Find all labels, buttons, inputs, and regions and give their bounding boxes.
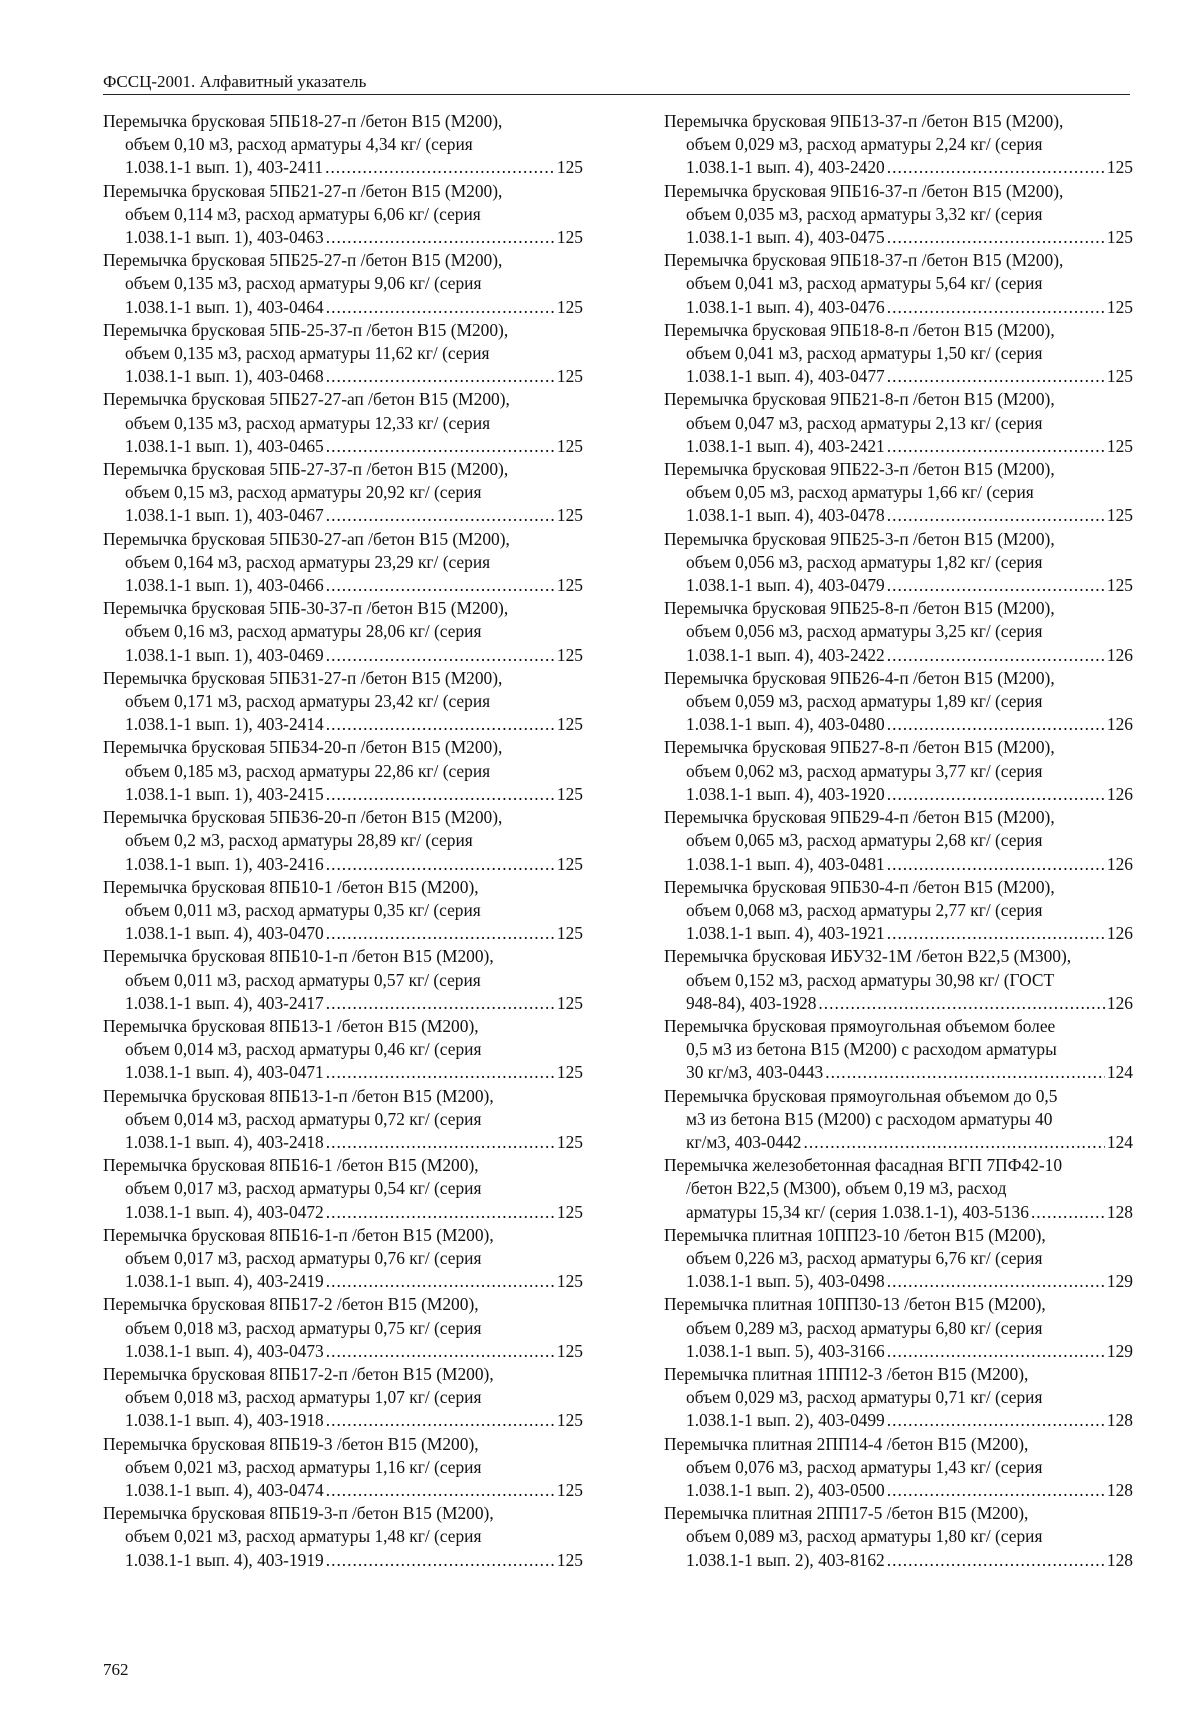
entry-reference-line [103, 1061, 583, 1084]
entry-description-line: объем 0,041 м3, расход арматуры 1,50 кг/ (серия [686, 343, 1043, 364]
entry-title-line: Перемычка брусковая 9ПБ30-4-п /бетон В15 (М200), [664, 876, 1055, 897]
index-entry [103, 110, 583, 180]
entry-description-line: объем 0,226 м3, расход арматуры 6,76 кг/ (серия [686, 1247, 1043, 1268]
dot-leader [326, 1479, 555, 1502]
dot-leader [326, 574, 555, 597]
entry-description-line: объем 0,021 м3, расход арматуры 1,16 кг/ (серия [125, 1456, 482, 1477]
index-entry [664, 319, 1133, 389]
entry-reference-line [664, 226, 1133, 249]
entry-reference-line [103, 1270, 583, 1293]
entry-reference-line [664, 1479, 1133, 1502]
entry-reference-line [664, 1549, 1133, 1572]
entry-page-number: 129 [1106, 1271, 1133, 1292]
entry-description-line: объем 0,014 м3, расход арматуры 0,46 кг/ (серия [125, 1039, 482, 1060]
dot-leader [326, 853, 555, 876]
entry-description-line: объем 0,056 м3, расход арматуры 1,82 кг/ (серия [686, 551, 1043, 572]
entry-page-number: 125 [556, 1549, 583, 1570]
index-entry [103, 597, 583, 667]
dot-leader [887, 644, 1105, 667]
entry-page-number: 128 [1106, 1201, 1133, 1222]
entry-code: 1.038.1-1 вып. 1), 403-2414 [125, 714, 324, 735]
entry-title-line: Перемычка брусковая 9ПБ18-8-п /бетон В15 (М200), [664, 319, 1055, 340]
entry-code: 1.038.1-1 вып. 4), 403-1919 [125, 1549, 324, 1570]
entry-reference-line [103, 156, 583, 179]
dot-leader [326, 435, 555, 458]
entry-code: кг/м3, 403-0442 [686, 1131, 802, 1152]
index-entry [664, 597, 1133, 667]
dot-leader [887, 156, 1105, 179]
index-entry [664, 458, 1133, 528]
entry-page-number: 125 [1106, 227, 1133, 248]
entry-code: 1.038.1-1 вып. 1), 403-2415 [125, 783, 324, 804]
entry-title-line: Перемычка брусковая 9ПБ27-8-п /бетон В15 (М200), [664, 737, 1055, 758]
entry-page-number: 126 [1106, 783, 1133, 804]
entry-code: 1.038.1-1 вып. 4), 403-0473 [125, 1340, 324, 1361]
dot-leader [326, 1270, 555, 1293]
entry-title-line: Перемычка брусковая 5ПБ-25-37-п /бетон В15 (М200), [103, 319, 509, 340]
dot-leader [326, 1201, 555, 1224]
entry-code: 1.038.1-1 вып. 4), 403-0474 [125, 1479, 324, 1500]
dot-leader [325, 156, 555, 179]
entry-code: 1.038.1-1 вып. 2), 403-8162 [686, 1549, 885, 1570]
entry-page-number: 125 [1106, 157, 1133, 178]
entry-page-number: 125 [556, 1479, 583, 1500]
entry-reference-line [664, 296, 1133, 319]
entry-title-line: Перемычка брусковая прямоугольная объемом более [664, 1015, 1056, 1036]
page-title: ФССЦ-2001. Алфавитный указатель [103, 72, 367, 91]
entry-title-line: Перемычка брусковая 5ПБ-27-37-п /бетон В15 (М200), [103, 459, 509, 480]
entry-code: 1.038.1-1 вып. 4), 403-0478 [686, 505, 885, 526]
dot-leader [887, 1270, 1105, 1293]
entry-code: 1.038.1-1 вып. 1), 403-2411 [125, 157, 324, 178]
entry-description-line: объем 0,014 м3, расход арматуры 0,72 кг/ (серия [125, 1108, 482, 1129]
entry-description-line: объем 0,2 м3, расход арматуры 28,89 кг/ (серия [125, 830, 473, 851]
entry-code: 1.038.1-1 вып. 2), 403-0499 [686, 1410, 885, 1431]
entry-title-line: Перемычка брусковая 5ПБ31-27-п /бетон В15 (М200), [103, 667, 503, 688]
dot-leader [887, 226, 1105, 249]
entry-reference-line [664, 156, 1133, 179]
entry-page-number: 125 [556, 992, 583, 1013]
index-entry [664, 1085, 1133, 1155]
entry-page-number: 125 [556, 296, 583, 317]
entry-reference-line [103, 853, 583, 876]
entry-code: 1.038.1-1 вып. 4), 403-2422 [686, 644, 885, 665]
index-entry [103, 736, 583, 806]
entry-code: 1.038.1-1 вып. 4), 403-0479 [686, 575, 885, 596]
index-entry [103, 667, 583, 737]
dot-leader [326, 365, 555, 388]
dot-leader [326, 922, 555, 945]
index-entry [664, 1502, 1133, 1572]
index-entry [664, 388, 1133, 458]
entry-page-number: 126 [1106, 644, 1133, 665]
dot-leader [887, 365, 1105, 388]
entry-title-line: Перемычка брусковая 9ПБ16-37-п /бетон В15 (М200), [664, 180, 1064, 201]
entry-code: 948-84), 403-1928 [686, 992, 817, 1013]
entry-title-line: Перемычка брусковая 9ПБ18-37-п /бетон В15 (М200), [664, 250, 1064, 271]
entry-page-number: 125 [556, 644, 583, 665]
entry-description-line: объем 0,15 м3, расход арматуры 20,92 кг/ (серия [125, 482, 482, 503]
entry-description-line: объем 0,041 м3, расход арматуры 5,64 кг/ (серия [686, 273, 1043, 294]
entry-page-number: 125 [1106, 435, 1133, 456]
entry-description-line: объем 0,05 м3, расход арматуры 1,66 кг/ (серия [686, 482, 1034, 503]
entry-page-number: 129 [1106, 1340, 1133, 1361]
dot-leader [887, 922, 1105, 945]
entry-code: 1.038.1-1 вып. 4), 403-0472 [125, 1201, 324, 1222]
entry-code: 1.038.1-1 вып. 4), 403-2420 [686, 157, 885, 178]
entry-code: 1.038.1-1 вып. 4), 403-2419 [125, 1271, 324, 1292]
entry-reference-line [103, 226, 583, 249]
dot-leader [887, 853, 1105, 876]
entry-description-line: объем 0,135 м3, расход арматуры 11,62 кг/ (серия [125, 343, 490, 364]
entry-page-number: 126 [1106, 992, 1133, 1013]
entry-code: 1.038.1-1 вып. 4), 403-1920 [686, 783, 885, 804]
entry-reference-line [664, 644, 1133, 667]
entry-code: 1.038.1-1 вып. 4), 403-1918 [125, 1410, 324, 1431]
left-column [103, 110, 583, 1572]
index-entry [664, 1154, 1133, 1224]
entry-page-number: 125 [1106, 575, 1133, 596]
entry-title-line: Перемычка брусковая 5ПБ27-27-ап /бетон В15 (М200), [103, 389, 510, 410]
entry-page-number: 125 [556, 505, 583, 526]
entry-reference-line [664, 1061, 1133, 1084]
dot-leader [326, 1340, 555, 1363]
entry-title-line: Перемычка брусковая 8ПБ17-2-п /бетон В15 (М200), [103, 1363, 494, 1384]
entry-title-line: Перемычка брусковая 5ПБ18-27-п /бетон В15 (М200), [103, 111, 503, 131]
index-entry [103, 1502, 583, 1572]
entry-title-line: Перемычка брусковая прямоугольная объемом до 0,5 [664, 1085, 1058, 1106]
entry-reference-line [664, 435, 1133, 458]
entry-code: 1.038.1-1 вып. 1), 403-0463 [125, 227, 324, 248]
page-number: 762 [103, 1660, 129, 1679]
index-entry [103, 1433, 583, 1503]
entry-title-line: Перемычка брусковая 8ПБ19-3 /бетон В15 (М200), [103, 1433, 479, 1454]
dot-leader [803, 1131, 1104, 1154]
index-entry [664, 945, 1133, 1015]
index-entry [664, 806, 1133, 876]
index-entry [103, 1293, 583, 1363]
entry-description-line: объем 0,029 м3, расход арматуры 0,71 кг/ (серия [686, 1387, 1043, 1408]
entry-description-line: объем 0,056 м3, расход арматуры 3,25 кг/ (серия [686, 621, 1043, 642]
index-entry [103, 180, 583, 250]
entry-title-line: Перемычка брусковая 8ПБ10-1 /бетон В15 (М200), [103, 876, 479, 897]
entry-page-number: 125 [556, 227, 583, 248]
entry-reference-line [103, 1340, 583, 1363]
entry-page-number: 126 [1106, 853, 1133, 874]
dot-leader [887, 296, 1105, 319]
entry-description-line: объем 0,011 м3, расход арматуры 0,57 кг/ (серия [125, 969, 481, 990]
entry-title-line: Перемычка брусковая ИБУ32-1М /бетон В22,5 (М300), [664, 946, 1072, 967]
dot-leader [326, 713, 555, 736]
entry-title-line: Перемычка брусковая 8ПБ10-1-п /бетон В15 (М200), [103, 946, 494, 967]
entry-page-number: 128 [1106, 1479, 1133, 1500]
entry-code: 1.038.1-1 вып. 1), 403-0467 [125, 505, 324, 526]
entry-page-number: 125 [556, 435, 583, 456]
entry-description-line: объем 0,062 м3, расход арматуры 3,77 кг/ (серия [686, 760, 1043, 781]
index-entry [103, 945, 583, 1015]
entry-page-number: 125 [556, 157, 583, 178]
entry-page-number: 125 [556, 714, 583, 735]
entry-description-line: объем 0,10 м3, расход арматуры 4,34 кг/ (серия [125, 134, 473, 155]
entry-page-number: 126 [1106, 923, 1133, 944]
entry-page-number: 124 [1106, 1062, 1133, 1083]
entry-code: 1.038.1-1 вып. 4), 403-0476 [686, 296, 885, 317]
index-entry [664, 667, 1133, 737]
entry-reference-line [103, 922, 583, 945]
entry-title-line: Перемычка брусковая 5ПБ-30-37-п /бетон В15 (М200), [103, 598, 509, 619]
entry-description-line: объем 0,018 м3, расход арматуры 0,75 кг/ (серия [125, 1317, 482, 1338]
entry-description-line: объем 0,065 м3, расход арматуры 2,68 кг/ (серия [686, 830, 1043, 851]
entry-reference-line [103, 504, 583, 527]
index-entry [664, 876, 1133, 946]
dot-leader [326, 296, 555, 319]
dot-leader [887, 435, 1105, 458]
entry-page-number: 125 [1106, 296, 1133, 317]
index-entry [103, 1154, 583, 1224]
index-entry [103, 388, 583, 458]
entry-code: 1.038.1-1 вып. 4), 403-0475 [686, 227, 885, 248]
entry-code: 1.038.1-1 вып. 4), 403-0471 [125, 1062, 324, 1083]
entry-code: 1.038.1-1 вып. 2), 403-0500 [686, 1479, 885, 1500]
entry-reference-line [103, 365, 583, 388]
entry-reference-line [664, 1201, 1133, 1224]
dot-leader [326, 504, 555, 527]
index-entry [103, 1085, 583, 1155]
dot-leader [825, 1061, 1105, 1084]
entry-code: 1.038.1-1 вып. 1), 403-0464 [125, 296, 324, 317]
entry-title-line: Перемычка брусковая 8ПБ17-2 /бетон В15 (М200), [103, 1294, 479, 1315]
entry-page-number: 125 [556, 853, 583, 874]
entry-reference-line [103, 1201, 583, 1224]
entry-code: 1.038.1-1 вып. 4), 403-0477 [686, 366, 885, 387]
entry-description-line: объем 0,017 м3, расход арматуры 0,54 кг/ (серия [125, 1178, 482, 1199]
entry-title-line: Перемычка брусковая 5ПБ21-27-п /бетон В15 (М200), [103, 180, 503, 201]
entry-description-line: объем 0,059 м3, расход арматуры 1,89 кг/ (серия [686, 691, 1043, 712]
entry-reference-line [664, 992, 1133, 1015]
entry-page-number: 125 [1106, 505, 1133, 526]
entry-title-line: Перемычка брусковая 5ПБ25-27-п /бетон В15 (М200), [103, 250, 503, 271]
entry-title-line: Перемычка плитная 2ПП14-4 /бетон В15 (М200), [664, 1433, 1029, 1454]
index-entry [664, 1015, 1133, 1085]
entry-reference-line [664, 574, 1133, 597]
dot-leader [887, 1340, 1105, 1363]
entry-title-line: Перемычка плитная 2ПП17-5 /бетон В15 (М200), [664, 1503, 1029, 1524]
entry-title-line: Перемычка брусковая 5ПБ30-27-ап /бетон В15 (М200), [103, 528, 510, 549]
entry-reference-line [103, 574, 583, 597]
entry-reference-line [103, 1131, 583, 1154]
entry-code: 30 кг/м3, 403-0443 [686, 1062, 824, 1083]
entry-reference-line [103, 783, 583, 806]
entry-title-line: Перемычка железобетонная фасадная ВГП 7ПФ42-10 [664, 1155, 1063, 1176]
dot-leader [887, 1409, 1105, 1432]
entry-code: 1.038.1-1 вып. 4), 403-2417 [125, 992, 324, 1013]
entry-title-line: Перемычка брусковая 9ПБ25-3-п /бетон В15 (М200), [664, 528, 1055, 549]
entry-description-line: объем 0,017 м3, расход арматуры 0,76 кг/ (серия [125, 1247, 482, 1268]
dot-leader [887, 783, 1105, 806]
entry-page-number: 125 [556, 575, 583, 596]
entry-description-line: объем 0,152 м3, расход арматуры 30,98 кг/ (ГОСТ [686, 969, 1055, 990]
index-entry [664, 180, 1133, 250]
entry-reference-line [664, 1270, 1133, 1293]
entry-code: 1.038.1-1 вып. 4), 403-0480 [686, 714, 885, 735]
entry-reference-line [664, 1131, 1133, 1154]
entry-code: 1.038.1-1 вып. 4), 403-0470 [125, 923, 324, 944]
entry-description-line: объем 0,021 м3, расход арматуры 1,48 кг/ (серия [125, 1526, 482, 1547]
entry-code: 1.038.1-1 вып. 1), 403-0468 [125, 366, 324, 387]
entry-page-number: 125 [556, 1340, 583, 1361]
entry-title-line: Перемычка брусковая 8ПБ13-1 /бетон В15 (М200), [103, 1015, 479, 1036]
entry-title-line: Перемычка брусковая 8ПБ13-1-п /бетон В15 (М200), [103, 1085, 494, 1106]
entry-code: 1.038.1-1 вып. 1), 403-2416 [125, 853, 324, 874]
index-entry [103, 528, 583, 598]
index-entry [664, 1293, 1133, 1363]
entry-description-line: объем 0,289 м3, расход арматуры 6,80 кг/ (серия [686, 1317, 1043, 1338]
index-entry [103, 249, 583, 319]
entry-description-line: объем 0,011 м3, расход арматуры 0,35 кг/ (серия [125, 899, 481, 920]
index-entry [664, 1224, 1133, 1294]
entry-reference-line [664, 365, 1133, 388]
entry-page-number: 125 [1106, 366, 1133, 387]
entry-description-line: объем 0,16 м3, расход арматуры 28,06 кг/ (серия [125, 621, 482, 642]
entry-description-line: объем 0,035 м3, расход арматуры 3,32 кг/ (серия [686, 203, 1043, 224]
index-entry [664, 249, 1133, 319]
entry-code: 1.038.1-1 вып. 1), 403-0465 [125, 435, 324, 456]
dot-leader [326, 1549, 555, 1572]
entry-code: 1.038.1-1 вып. 4), 403-0481 [686, 853, 885, 874]
dot-leader [326, 1131, 555, 1154]
entry-page-number: 125 [556, 1062, 583, 1083]
entry-description-line: объем 0,114 м3, расход арматуры 6,06 кг/ (серия [125, 203, 481, 224]
entry-title-line: Перемычка брусковая 9ПБ26-4-п /бетон В15 (М200), [664, 667, 1055, 688]
entry-description-line: объем 0,029 м3, расход арматуры 2,24 кг/ (серия [686, 134, 1043, 155]
entry-title-line: Перемычка брусковая 9ПБ29-4-п /бетон В15 (М200), [664, 807, 1055, 828]
entry-title-line: Перемычка брусковая 8ПБ19-3-п /бетон В15 (М200), [103, 1503, 494, 1524]
index-entry [103, 1224, 583, 1294]
dot-leader [887, 504, 1105, 527]
entry-title-line: Перемычка плитная 10ПП23-10 /бетон В15 (М200), [664, 1224, 1046, 1245]
entry-reference-line [103, 713, 583, 736]
entry-title-line: Перемычка брусковая 8ПБ16-1-п /бетон В15 (М200), [103, 1224, 494, 1245]
page-header [103, 72, 1130, 95]
entry-page-number: 124 [1106, 1131, 1133, 1152]
index-entry [103, 319, 583, 389]
entry-description-line: объем 0,047 м3, расход арматуры 2,13 кг/ (серия [686, 412, 1043, 433]
entry-reference-line [664, 504, 1133, 527]
index-entry [664, 1363, 1133, 1433]
entry-title-line: Перемычка брусковая 5ПБ36-20-п /бетон В15 (М200), [103, 807, 503, 828]
entry-page-number: 128 [1106, 1410, 1133, 1431]
entry-page-number: 126 [1106, 714, 1133, 735]
index-entry [103, 458, 583, 528]
entry-reference-line [664, 783, 1133, 806]
dot-leader [326, 992, 555, 1015]
entry-description-line: объем 0,076 м3, расход арматуры 1,43 кг/ (серия [686, 1456, 1043, 1477]
index-entry [103, 1015, 583, 1085]
entry-description-line: объем 0,135 м3, расход арматуры 12,33 кг/ (серия [125, 412, 491, 433]
index-entry [664, 736, 1133, 806]
entry-page-number: 125 [556, 783, 583, 804]
entry-code: 1.038.1-1 вып. 4), 403-2421 [686, 435, 885, 456]
dot-leader [1031, 1201, 1105, 1224]
entry-reference-line [103, 1409, 583, 1432]
entry-description-line: 0,5 м3 из бетона В15 (М200) с расходом арматуры [686, 1039, 1057, 1060]
dot-leader [326, 1061, 555, 1084]
entry-page-number: 125 [556, 366, 583, 387]
dot-leader [887, 713, 1105, 736]
entry-page-number: 125 [556, 1131, 583, 1152]
index-entry [103, 876, 583, 946]
index-entry [664, 1433, 1133, 1503]
index-entry [103, 806, 583, 876]
entry-title-line: Перемычка брусковая 8ПБ16-1 /бетон В15 (М200), [103, 1155, 479, 1176]
entry-reference-line [103, 296, 583, 319]
entry-page-number: 125 [556, 1271, 583, 1292]
entry-description-line: объем 0,068 м3, расход арматуры 2,77 кг/ (серия [686, 899, 1043, 920]
entry-reference-line [664, 1340, 1133, 1363]
entry-reference-line [664, 713, 1133, 736]
entry-description-line: объем 0,018 м3, расход арматуры 1,07 кг/ (серия [125, 1387, 482, 1408]
entry-code: 1.038.1-1 вып. 4), 403-1921 [686, 923, 885, 944]
entry-description-line: объем 0,164 м3, расход арматуры 23,29 кг/ (серия [125, 551, 491, 572]
entry-code: арматуры 15,34 кг/ (серия 1.038.1-1), 403-5136 [686, 1201, 1029, 1222]
entry-page-number: 125 [556, 1410, 583, 1431]
entry-code: 1.038.1-1 вып. 1), 403-0466 [125, 575, 324, 596]
entry-code: 1.038.1-1 вып. 4), 403-2418 [125, 1131, 324, 1152]
entry-title-line: Перемычка брусковая 9ПБ21-8-п /бетон В15 (М200), [664, 389, 1055, 410]
entry-reference-line [103, 1549, 583, 1572]
entry-code: 1.038.1-1 вып. 5), 403-0498 [686, 1271, 885, 1292]
entry-description-line: объем 0,185 м3, расход арматуры 22,86 кг/ (серия [125, 760, 491, 781]
entry-code: 1.038.1-1 вып. 1), 403-0469 [125, 644, 324, 665]
dot-leader [326, 644, 555, 667]
entry-reference-line [103, 992, 583, 1015]
dot-leader [326, 783, 555, 806]
entry-description-line: м3 из бетона В15 (М200) с расходом арматуры 40 [686, 1108, 1053, 1129]
dot-leader [887, 1479, 1105, 1502]
dot-leader [326, 1409, 555, 1432]
entry-reference-line [103, 435, 583, 458]
index-entry [664, 110, 1133, 180]
dot-leader [818, 992, 1104, 1015]
entry-reference-line [664, 922, 1133, 945]
index-entry [103, 1363, 583, 1433]
index-entry [664, 528, 1133, 598]
entry-title-line: Перемычка брусковая 5ПБ34-20-п /бетон В15 (М200), [103, 737, 503, 758]
entry-description-line: объем 0,089 м3, расход арматуры 1,80 кг/ (серия [686, 1526, 1043, 1547]
entry-code: 1.038.1-1 вып. 5), 403-3166 [686, 1340, 885, 1361]
entry-title-line: Перемычка брусковая 9ПБ22-3-п /бетон В15 (М200), [664, 459, 1055, 480]
dot-leader [887, 1549, 1105, 1572]
entry-title-line: Перемычка брусковая 9ПБ13-37-п /бетон В15 (М200), [664, 111, 1064, 131]
entry-page-number: 125 [556, 1201, 583, 1222]
entry-description-line: объем 0,171 м3, расход арматуры 23,42 кг/ (серия [125, 691, 491, 712]
right-column [664, 110, 1133, 1572]
entry-page-number: 128 [1106, 1549, 1133, 1570]
dot-leader [887, 574, 1105, 597]
entry-page-number: 125 [556, 923, 583, 944]
entry-reference-line [664, 1409, 1133, 1432]
entry-description-line: объем 0,135 м3, расход арматуры 9,06 кг/ (серия [125, 273, 482, 294]
dot-leader [326, 226, 555, 249]
entry-reference-line [103, 644, 583, 667]
entry-reference-line [664, 853, 1133, 876]
entry-reference-line [103, 1479, 583, 1502]
entry-title-line: Перемычка плитная 10ПП30-13 /бетон В15 (М200), [664, 1294, 1046, 1315]
entry-description-line: /бетон В22,5 (М300), объем 0,19 м3, расход [686, 1178, 1007, 1199]
entry-title-line: Перемычка плитная 1ПП12-3 /бетон В15 (М200), [664, 1363, 1029, 1384]
entry-title-line: Перемычка брусковая 9ПБ25-8-п /бетон В15 (М200), [664, 598, 1055, 619]
